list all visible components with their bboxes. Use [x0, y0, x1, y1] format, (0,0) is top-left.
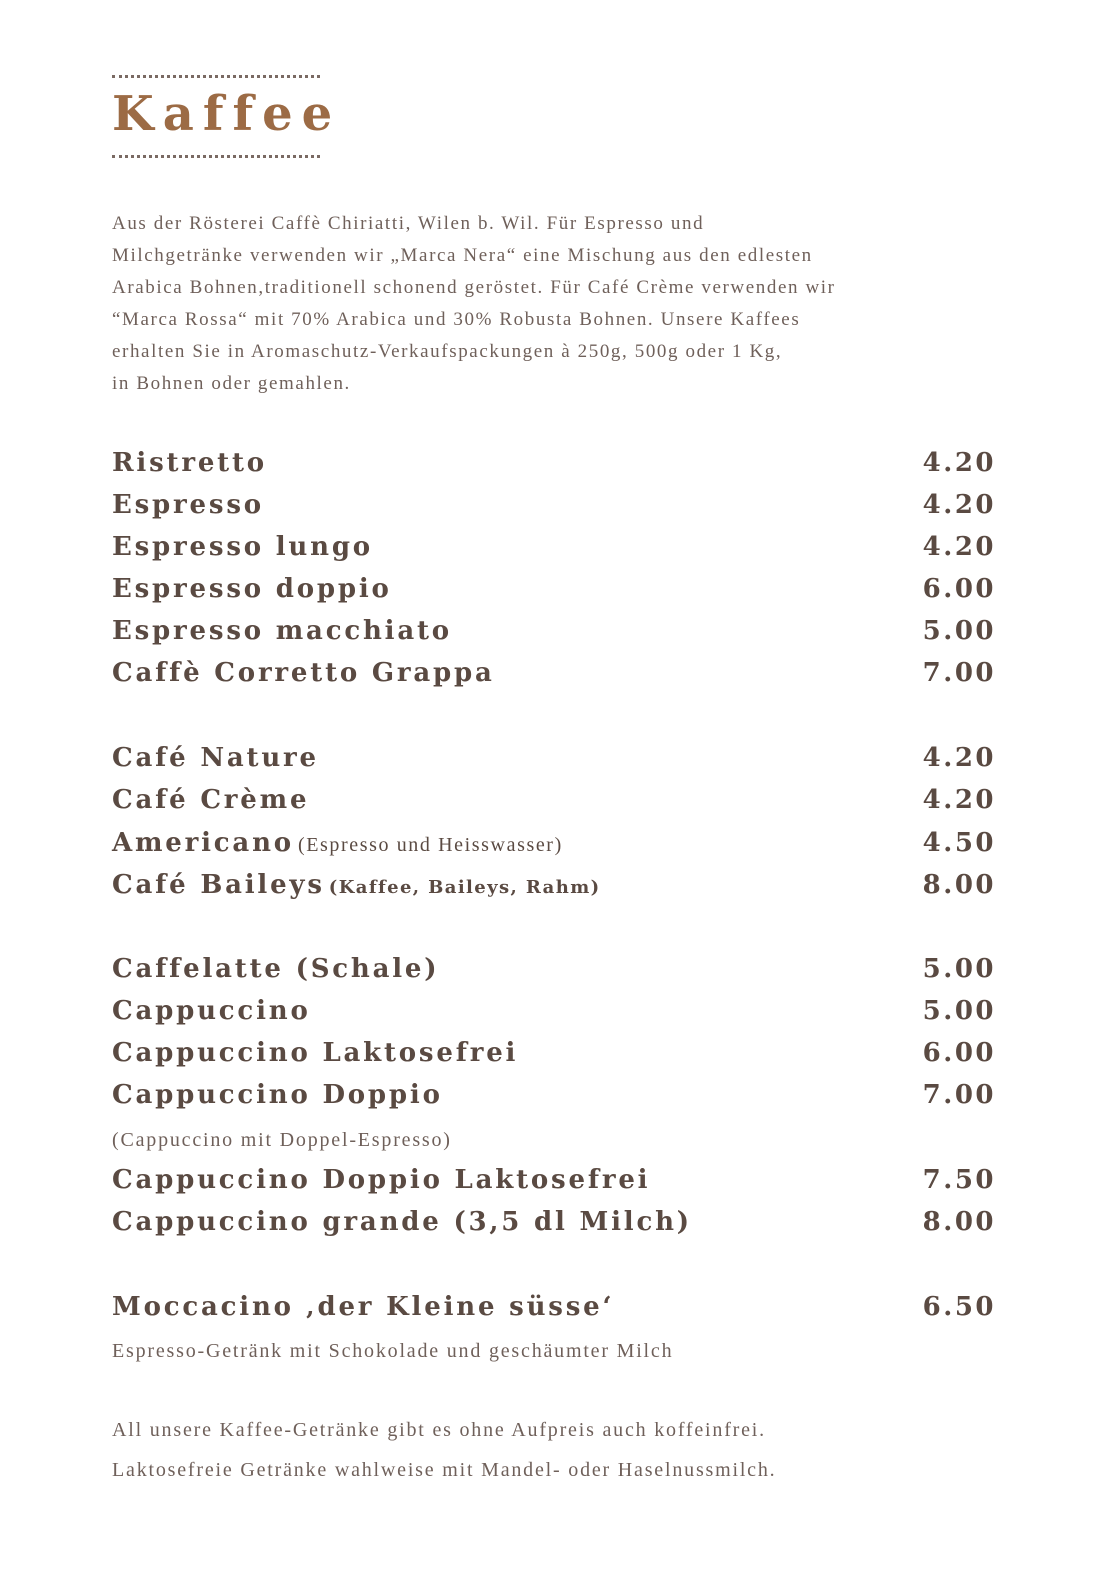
menu-item-espresso-macchiato: [112, 613, 996, 649]
intro-line: Milchgetränke verwenden wir „Marca Nera“ eine Mischung aus den edlesten: [112, 245, 813, 266]
page-title: Kaffee: [112, 86, 342, 142]
item-name: [112, 867, 601, 906]
item-price: 6.00: [922, 1038, 996, 1068]
menu-item-americano: [112, 825, 996, 861]
item-name: Cappuccino Doppio: [112, 1080, 443, 1110]
intro-line: “Marca Rossa“ mit 70% Arabica und 30% Robusta Bohnen. Unsere Kaffees: [112, 309, 801, 330]
item-price: 6.00: [922, 574, 996, 604]
footer-note-lactose-free: Laktosefreie Getränke wahlweise mit Mandel- oder Haselnussmilch.: [112, 1459, 777, 1481]
item-price: 5.00: [922, 996, 996, 1026]
item-name: Café Crème: [112, 785, 310, 815]
title-top-dotted-rule: [112, 75, 320, 78]
menu-item-cappuccino-doppio-laktosefrei: [112, 1162, 996, 1198]
item-name: Caffelatte (Schale): [112, 954, 440, 984]
item-name: Espresso doppio: [112, 574, 392, 604]
title-bottom-dotted-rule: [112, 155, 320, 158]
menu-page: [112, 0, 996, 1571]
intro-line: in Bohnen oder gemahlen.: [112, 373, 351, 394]
item-name: Cappuccino: [112, 996, 311, 1026]
item-price: 4.20: [922, 743, 996, 773]
item-price: 7.00: [922, 658, 996, 688]
item-price: 4.20: [922, 448, 996, 478]
item-name: Espresso lungo: [112, 532, 373, 562]
item-name: Caffè Corretto Grappa: [112, 658, 495, 688]
item-price: 5.00: [922, 954, 996, 984]
menu-item-cappuccino-laktosefrei: [112, 1035, 996, 1071]
item-name: [112, 825, 563, 863]
menu-item-cappuccino: [112, 993, 996, 1029]
item-note: (Espresso und Heisswasser): [297, 834, 563, 856]
menu-item-caffe-corretto-grappa: [112, 655, 996, 691]
intro-paragraph: [112, 208, 996, 400]
item-name: Cappuccino Laktosefrei: [112, 1038, 519, 1068]
item-price: 4.20: [922, 532, 996, 562]
menu-item-espresso: [112, 487, 996, 523]
item-name-text: Americano: [112, 828, 294, 858]
item-price: 5.00: [922, 616, 996, 646]
item-name: Espresso: [112, 490, 264, 520]
menu-item-cafe-baileys: [112, 867, 996, 903]
menu-item-cafe-nature: [112, 740, 996, 776]
item-name: Café Nature: [112, 743, 319, 773]
intro-line: erhalten Sie in Aromaschutz-Verkaufspackungen à 250g, 500g oder 1 Kg,: [112, 341, 783, 362]
intro-line: Aus der Rösterei Caffè Chiriatti, Wilen b. Wil. Für Espresso und: [112, 213, 705, 234]
item-price: 7.50: [922, 1165, 996, 1195]
item-name: Moccacino ‚der Kleine süsse‘: [112, 1292, 615, 1322]
item-price: 8.00: [922, 870, 996, 900]
menu-item-espresso-lungo: [112, 529, 996, 565]
moccacino-note: Espresso-Getränk mit Schokolade und geschäumter Milch: [112, 1340, 674, 1362]
item-price: 4.20: [922, 490, 996, 520]
item-note: (Kaffee, Baileys, Rahm): [328, 877, 601, 898]
menu-item-moccacino: [112, 1289, 996, 1325]
menu-item-cappuccino-grande: [112, 1204, 996, 1240]
footer-note-decaf: All unsere Kaffee-Getränke gibt es ohne Aufpreis auch koffeinfrei.: [112, 1419, 766, 1441]
item-price: 7.00: [922, 1080, 996, 1110]
item-price: 8.00: [922, 1207, 996, 1237]
item-price: 4.20: [922, 785, 996, 815]
item-name-text: Café Baileys: [112, 870, 325, 900]
item-name: Espresso macchiato: [112, 616, 452, 646]
menu-item-espresso-doppio: [112, 571, 996, 607]
item-name: Cappuccino Doppio Laktosefrei: [112, 1165, 651, 1195]
item-price: 6.50: [922, 1292, 996, 1322]
item-name: Cappuccino grande (3,5 dl Milch): [112, 1207, 692, 1237]
item-name: Ristretto: [112, 448, 267, 478]
menu-item-caffelatte: [112, 951, 996, 987]
item-price: 4.50: [922, 828, 996, 858]
menu-item-ristretto: [112, 445, 996, 481]
menu-item-cafe-creme: [112, 782, 996, 818]
menu-item-cappuccino-doppio: [112, 1077, 996, 1113]
cappuccino-doppio-note: (Cappuccino mit Doppel-Espresso): [112, 1129, 452, 1151]
intro-line: Arabica Bohnen,traditionell schonend geröstet. Für Café Crème verwenden wir: [112, 277, 836, 298]
